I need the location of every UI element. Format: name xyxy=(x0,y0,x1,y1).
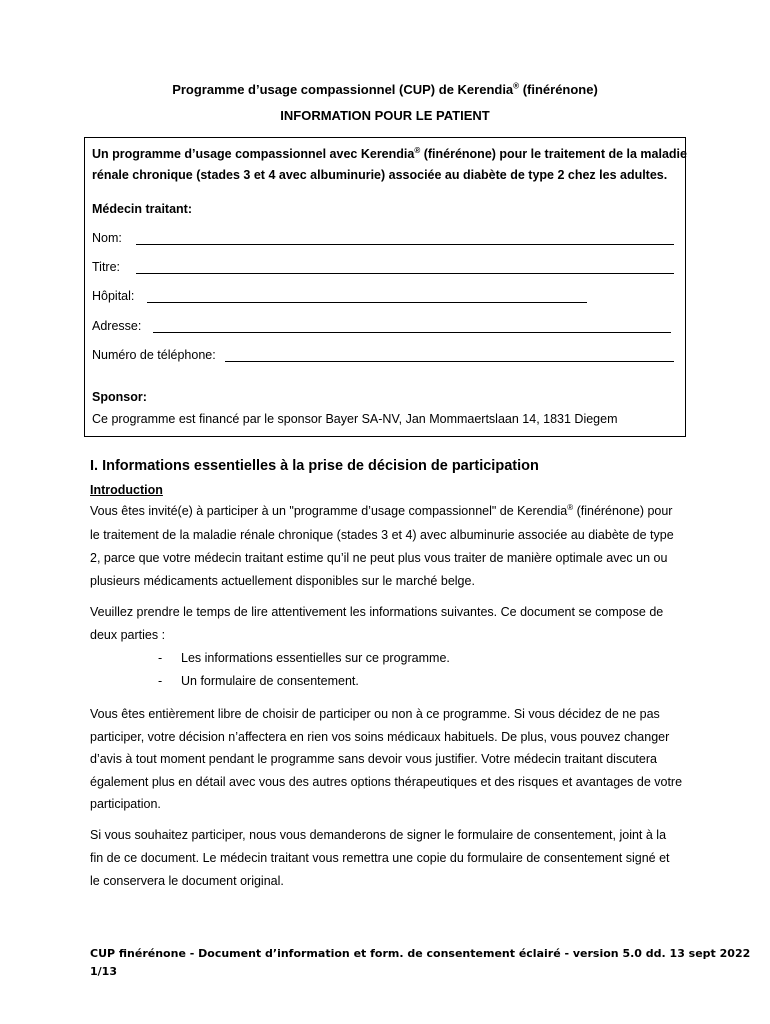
paragraph1-line3: 2, parce que votre médecin traitant estime qu’il ne peut plus vous traiter de manière optimale avec un ou xyxy=(90,551,668,565)
field-line-titre[interactable] xyxy=(136,273,674,274)
field-label-nom: Nom: xyxy=(92,231,122,245)
program-description-line2: rénale chronique (stades 3 et 4 avec albuminurie) associée au diabète de type 2 chez les adultes. xyxy=(92,168,668,182)
field-label-telephone: Numéro de téléphone: xyxy=(92,348,216,362)
field-line-nom[interactable] xyxy=(136,244,674,245)
field-line-hopital[interactable] xyxy=(147,302,587,303)
sponsor-text: Ce programme est financé par le sponsor Bayer SA-NV, Jan Mommaertslaan 14, 1831 Diegem xyxy=(92,412,618,426)
paragraph2-line2: deux parties : xyxy=(90,628,166,642)
paragraph4-line3: le conservera le document original. xyxy=(90,874,284,888)
bullet-item: Les informations essentielles sur ce programme. xyxy=(181,651,450,665)
bullet-marker: - xyxy=(158,674,163,688)
paragraph3-line5: participation. xyxy=(90,797,161,811)
section-heading: I. Informations essentielles à la prise de décision de participation xyxy=(90,458,539,474)
paragraph2-line1: Veuillez prendre le temps de lire attentivement les informations suivantes. Ce document se compose de xyxy=(90,605,664,619)
field-line-telephone[interactable] xyxy=(225,361,674,362)
paragraph1-line2: le traitement de la maladie rénale chronique (stades 3 et 4) avec albuminurie associée au diabète de type xyxy=(90,528,674,542)
paragraph3-line3: d’avis à tout moment pendant le programme sans devoir vous justifier. Votre médecin traitant discutera xyxy=(90,752,657,766)
paragraph3-line2: participer, votre décision n’affectera en rien vos soins médicaux habituels. De plus, vous pouvez changer xyxy=(90,730,670,744)
bullet-item: Un formulaire de consentement. xyxy=(181,674,359,688)
field-label-titre: Titre: xyxy=(92,260,121,274)
page-number: 1/13 xyxy=(90,965,117,978)
paragraph3-line1: Vous êtes entièrement libre de choisir de participer ou non à ce programme. Si vous décidez de ne pas xyxy=(90,707,660,721)
sponsor-heading: Sponsor: xyxy=(92,390,147,404)
bullet-marker: - xyxy=(158,651,163,665)
document-subtitle: INFORMATION POUR LE PATIENT xyxy=(280,108,490,123)
paragraph1-line1: Vous êtes invité(e) à participer à un "programme d’usage compassionnel" de Kerendia® (finérénone) pour xyxy=(90,502,673,518)
program-description-line1: Un programme d’usage compassionnel avec Kerendia® (finérénone) pour le traitement de la maladie xyxy=(92,145,687,161)
field-label-hopital: Hôpital: xyxy=(92,289,135,303)
registered-mark: ® xyxy=(513,81,520,91)
document-title: Programme d’usage compassionnel (CUP) de Kerendia® (finérénone) xyxy=(172,81,598,97)
paragraph1-line4: plusieurs médicaments actuellement disponibles sur le marché belge. xyxy=(90,574,475,588)
paragraph3-line4: également plus en détail avec vous des autres options thérapeutiques et des risques et avantages de votre xyxy=(90,775,683,789)
field-label-adresse: Adresse: xyxy=(92,319,142,333)
paragraph4-line1: Si vous souhaitez participer, nous vous demanderons de signer le formulaire de consentement, joint à la xyxy=(90,828,667,842)
doctor-heading: Médecin traitant: xyxy=(92,202,193,216)
footer-document-info: CUP finérénone - Document d’information et form. de consentement éclairé - version 5.0 dd. 13 sept 2022 xyxy=(90,947,751,960)
paragraph4-line2: fin de ce document. Le médecin traitant vous remettra une copie du formulaire de consentement signé et xyxy=(90,851,670,865)
field-line-adresse[interactable] xyxy=(153,332,671,333)
introduction-heading: Introduction xyxy=(90,483,163,497)
program-info-box xyxy=(84,137,686,437)
